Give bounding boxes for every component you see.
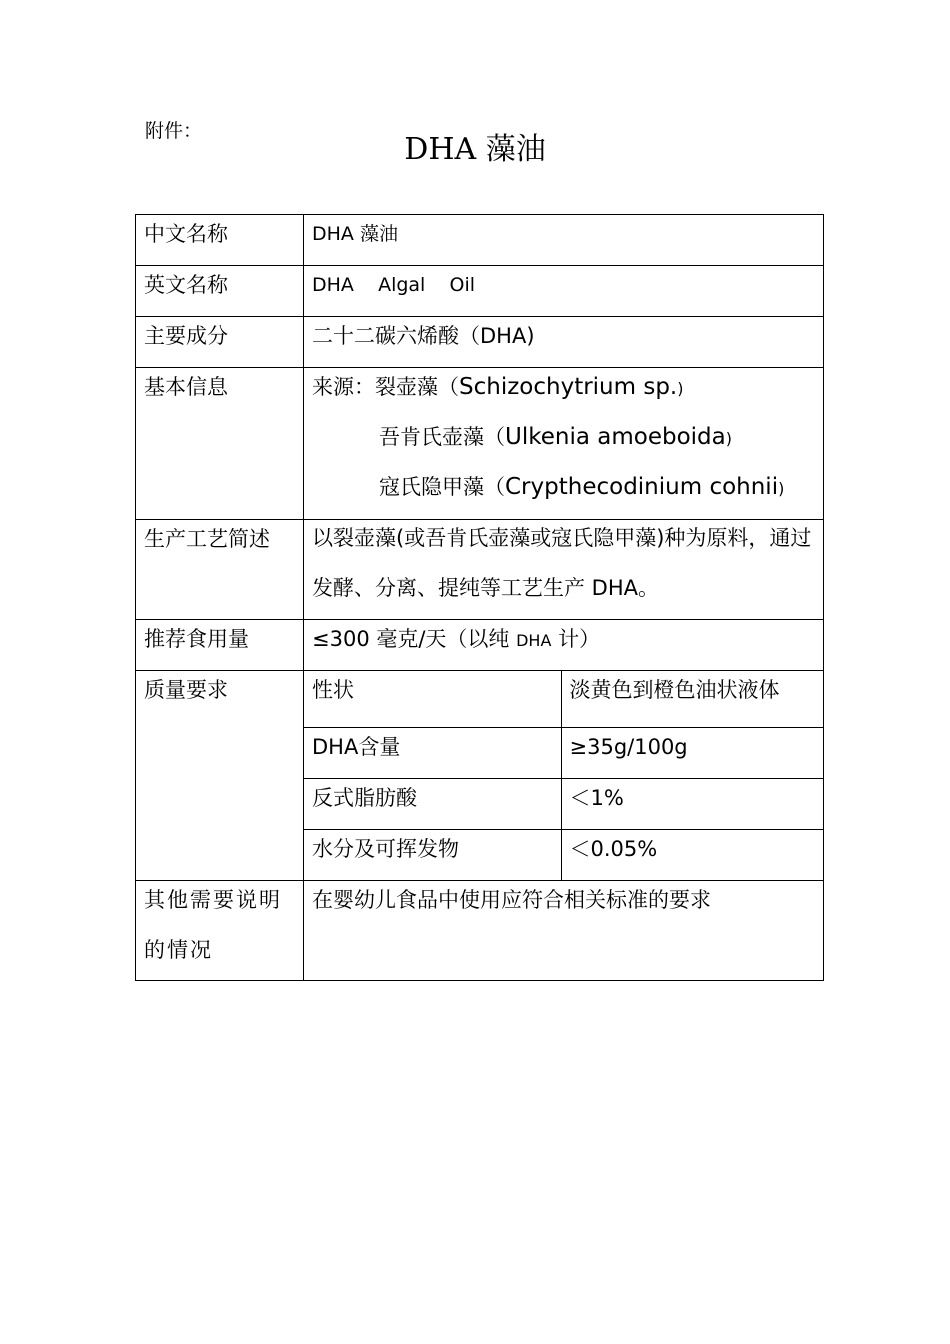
source-latin-2: Ulkenia amoeboida <box>505 424 726 450</box>
quality-value-moisture: ＜0.05% <box>561 829 823 880</box>
quality-row <box>304 671 823 727</box>
source-line-1 <box>312 369 815 419</box>
label-english-name: 英文名称 <box>136 266 304 317</box>
table-row-dosage <box>136 620 824 671</box>
value-dosage <box>304 620 824 671</box>
value-english-name: DHA Algal Oil <box>304 266 824 317</box>
quality-value-appearance: 淡黄色到橙色油状液体 <box>561 671 823 727</box>
source-cn-2: 吾肯氏壶藻（ <box>379 425 505 449</box>
process-text: 以裂壶藻(或吾肯氏壶藻或寇氏隐甲藻)种为原料，通过发酵、分离、提纯等工艺生产 DHA。 <box>312 526 812 600</box>
attachment-label: 附件： <box>145 120 203 142</box>
table-row-chinese-name <box>136 215 824 266</box>
label-basic-info: 基本信息 <box>136 368 304 520</box>
quality-subtable <box>304 671 823 880</box>
label-dosage: 推荐食用量 <box>136 620 304 671</box>
quality-holder <box>304 671 824 881</box>
quality-name-appearance: 性状 <box>304 671 561 727</box>
value-process <box>304 520 824 620</box>
table-row-quality <box>136 671 824 881</box>
value-main-component: 二十二碳六烯酸（DHA) <box>304 317 824 368</box>
source-prefix: 来源： <box>312 375 375 399</box>
quality-value-dha-content: ≥35g/100g <box>561 727 823 778</box>
source-latin-1: Schizochytrium sp. <box>459 374 678 400</box>
source-line-3 <box>312 469 815 519</box>
source-cn-3: 寇氏隐甲藻（ <box>379 475 505 499</box>
dosage-dha: DHA <box>516 631 552 650</box>
label-chinese-name: 中文名称 <box>136 215 304 266</box>
dosage-suffix: 计） <box>551 627 601 651</box>
other-label-text: 其他需要说明的情况 <box>144 888 282 962</box>
table-row-process <box>136 520 824 620</box>
source-line-2 <box>312 419 815 469</box>
quality-name-moisture: 水分及可挥发物 <box>304 829 561 880</box>
label-main-component: 主要成分 <box>136 317 304 368</box>
quality-name-trans-fat: 反式脂肪酸 <box>304 778 561 829</box>
spec-table <box>135 214 824 981</box>
source-cn-1: 裂壶藻（ <box>375 375 459 399</box>
source-close-2: ) <box>725 429 732 448</box>
table-row-basic-info <box>136 368 824 520</box>
value-other: 在婴幼儿食品中使用应符合相关标准的要求 <box>304 881 824 981</box>
quality-row <box>304 727 823 778</box>
quality-name-dha-content: DHA含量 <box>304 727 561 778</box>
table-row-english-name <box>136 266 824 317</box>
quality-value-trans-fat: ＜1% <box>561 778 823 829</box>
source-latin-3: Crypthecodinium cohnii <box>505 474 779 500</box>
source-close-3: ) <box>778 479 785 498</box>
label-process: 生产工艺简述 <box>136 520 304 620</box>
label-quality: 质量要求 <box>136 671 304 881</box>
quality-row <box>304 778 823 829</box>
document-title: DHA 藻油 <box>404 132 546 167</box>
value-basic-info <box>304 368 824 520</box>
value-chinese-name: DHA 藻油 <box>304 215 824 266</box>
label-other <box>136 881 304 981</box>
source-close-1: ) <box>677 379 684 398</box>
table-row-main-component <box>136 317 824 368</box>
quality-row <box>304 829 823 880</box>
table-row-other <box>136 881 824 981</box>
dosage-prefix: ≤300 毫克/天（以纯 <box>312 627 517 651</box>
